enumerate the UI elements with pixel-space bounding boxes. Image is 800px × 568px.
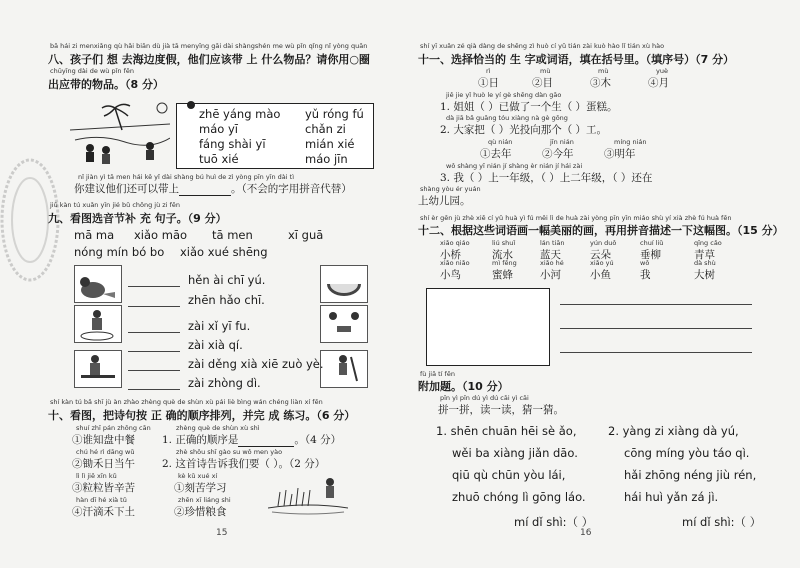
washing-clothes-picture — [74, 305, 122, 343]
riddle-line: hǎi zhōng néng jiù rén, — [624, 468, 757, 482]
q9-option: tā men — [212, 228, 253, 242]
q10-ex1-blank[interactable] — [238, 434, 294, 447]
q10-ex2-opt[interactable]: ①刻苦学习 — [174, 482, 227, 494]
q9-sentence: zài xià qí. — [188, 338, 243, 352]
q9-sentence: zài děng xià xiē zuò yè. — [188, 357, 324, 371]
page-number: 16 — [580, 528, 592, 538]
option-pinyin: míng nián — [614, 138, 647, 146]
answer-blank[interactable] — [128, 351, 180, 352]
word-item[interactable]: yǔ róng fú — [305, 107, 364, 121]
option-word[interactable]: ③明年 — [604, 148, 636, 160]
answer-blank[interactable] — [128, 389, 180, 390]
option-char[interactable]: ③木 — [590, 77, 611, 89]
q9-option: xiǎo xué shēng — [180, 245, 268, 259]
writing-line[interactable] — [560, 304, 752, 305]
option-pinyin: qù nián — [488, 138, 513, 146]
beach-children-illustration — [70, 100, 170, 170]
option-char[interactable]: ①日 — [478, 77, 499, 89]
word-item[interactable]: fáng shài yī — [199, 137, 266, 151]
chess-picture — [320, 305, 368, 343]
q12-word: 小鸟 — [440, 269, 461, 281]
option-pinyin: mù — [598, 67, 609, 75]
writing-line[interactable] — [560, 352, 752, 353]
q12-word-pinyin: wǒ — [640, 259, 650, 267]
q12-word-pinyin: xiǎo hé — [540, 259, 564, 267]
q12-word: 小河 — [540, 269, 561, 281]
q12-word: 大树 — [694, 269, 715, 281]
q11-s3b-pinyin: shàng yòu ér yuán — [420, 185, 481, 193]
riddle-line: wěi ba xiàng jiǎn dāo. — [452, 446, 578, 460]
sun-icon — [186, 100, 196, 110]
option-char[interactable]: ②目 — [532, 77, 553, 89]
q8-pinyin: bā hái zi menxiǎng qù hǎi biān dù jià tā menyīng gāi dài shàngshén me wù pǐn qǐng nǐ yòng quān — [50, 42, 368, 50]
answer-blank[interactable] — [128, 370, 180, 371]
q12-word-pinyin: xiǎo qiáo — [440, 239, 470, 247]
poem-line-pinyin: hàn dī hé xià tǔ — [76, 496, 127, 504]
q10-title: 十、看图，把诗句按 正 确的顺序排列，并完 成 练习。（6 分） — [48, 409, 356, 422]
q8-suggest-text: 你建议他们还可以带上 — [74, 183, 179, 195]
riddle-line: zhuō chóng lì gōng láo. — [452, 490, 586, 504]
q12-word-pinyin: qīng cǎo — [694, 239, 722, 247]
q12-word: 青草 — [694, 249, 715, 261]
word-item[interactable]: zhē yáng mào — [199, 107, 281, 121]
riddle-answer[interactable]: mí dǐ shì:（ ） — [514, 515, 594, 529]
q10-ex2-pinyin: zhè shǒu shī gào su wǒ men yào — [176, 448, 283, 456]
q11-pinyin: shí yī xuǎn zé qià dàng de shēng zì huò cí yǔ tián zài kuò hào lǐ tián xù hào — [420, 42, 665, 50]
answer-blank[interactable] — [128, 286, 180, 287]
poem-line: ③粒粒皆辛苦 — [72, 482, 135, 494]
farming-picture — [320, 350, 368, 388]
q11-s2-pinyin: dà jiā bǎ guāng tóu xiàng nà gè gōng — [446, 114, 568, 122]
q12-word: 小鱼 — [590, 269, 611, 281]
q12-pinyin: shí èr gēn jù zhè xiē cí yǔ huà yì fú měi lì de huà zài yòng pīn yīn miáo shù yí xià zhè fú huà fēn — [420, 214, 732, 222]
q11-s2: 2. 大家把（ ）光投向那个（ ）工。 — [440, 124, 608, 136]
q8-title-2: 出应带的物品。（8 分） — [48, 78, 164, 91]
q10-ex2: 2. 这首诗告诉我们要（ ）。（2 分） — [162, 458, 326, 470]
q8-pinyin-2: chūyīng dài de wù pǐn fēn — [50, 67, 134, 75]
q12-word: 小桥 — [440, 249, 461, 261]
poem-line: ②锄禾日当午 — [72, 458, 135, 470]
q12-word-pinyin: mì fēng — [492, 259, 517, 267]
poem-line-pinyin: chú hé rì dāng wǔ — [76, 448, 135, 456]
q9-option: xī guā — [288, 228, 324, 242]
q11-title: 十一、选择恰当的 生 字或词语，填在括号里。（填序号）（7 分） — [418, 53, 735, 66]
poem-line-pinyin: lì lì jiē xīn kǔ — [76, 472, 117, 480]
q10-pinyin: shí kàn tú bǎ shī jù àn zhào zhèng què de shùn xù pái liè bìng wán chéng liàn xí fēn — [50, 398, 323, 406]
word-item[interactable]: mián xié — [305, 137, 355, 151]
option-pinyin: yuè — [656, 67, 668, 75]
cat-fish-picture — [74, 265, 122, 303]
q9-title: 九、看图选音节补 充 句子。（9 分） — [48, 212, 227, 225]
q12-word: 流水 — [492, 249, 513, 261]
poem-line-pinyin: shuí zhī pán zhōng cān — [76, 424, 151, 432]
q8-suggest-blank[interactable] — [179, 183, 231, 196]
q9-pinyin: jiǔ kàn tú xuǎn yīn jié bǔ chōng jù zi fēn — [50, 201, 180, 209]
watermelon-picture — [320, 265, 368, 303]
q11-s3: 3. 我（ ）上一年级，（ ）上二年级，（ ）还在 — [440, 172, 653, 184]
option-word[interactable]: ②今年 — [542, 148, 574, 160]
q12-word: 云朵 — [590, 249, 611, 261]
q12-word-pinyin: xiǎo niǎo — [440, 259, 470, 267]
option-pinyin: mù — [540, 67, 551, 75]
answer-blank[interactable] — [128, 306, 180, 307]
word-item[interactable]: chǎn zi — [305, 122, 346, 136]
word-item[interactable]: máo jīn — [305, 152, 348, 166]
option-pinyin: jīn nián — [550, 138, 574, 146]
riddle-line: 2. yàng zi xiàng dà yú, — [608, 424, 739, 438]
homework-picture — [74, 350, 122, 388]
right-page — [400, 0, 800, 568]
writing-line[interactable] — [560, 328, 752, 329]
q10-ex1-score: 。（4 分） — [294, 434, 342, 446]
riddle-line: hái huì yǎn zá jì. — [624, 490, 719, 504]
q11-s3b: 上幼儿园。 — [418, 195, 471, 207]
q9-option: mā ma — [74, 228, 115, 242]
q11-s1-pinyin: jiě jie yǐ huò le yí gè shēng dàn gāo — [446, 91, 562, 99]
page-number: 15 — [216, 528, 228, 538]
drawing-area[interactable] — [426, 288, 550, 366]
q10-ex1-pinyin: zhèng què de shùn xù shì — [176, 424, 260, 432]
riddle-answer[interactable]: mí dǐ shì:（ ） — [682, 515, 762, 529]
q12-word-pinyin: chuí liǔ — [640, 239, 664, 247]
option-pinyin: rì — [486, 67, 491, 75]
answer-blank[interactable] — [128, 332, 180, 333]
bonus-title: 附加题。（10 分） — [418, 380, 509, 393]
riddle-line: 1. shēn chuān hēi sè ǎo, — [436, 424, 577, 438]
bonus-pinyin: fù jiā tí fēn — [420, 370, 455, 378]
word-item[interactable]: máo yī — [199, 122, 238, 136]
option-word[interactable]: ①去年 — [480, 148, 512, 160]
q11-s3-pinyin: wǒ shàng yī nián jí shàng èr nián jí hái zài — [446, 162, 583, 170]
q12-word-pinyin: yún duǒ — [590, 239, 617, 247]
bonus-sub: 拼一拼，读一读，猜一猜。 — [438, 404, 564, 416]
q12-word: 蜜蜂 — [492, 269, 513, 281]
riddle-line: cōng míng yòu táo qì. — [624, 446, 750, 460]
q12-word: 我 — [640, 269, 651, 281]
option-char[interactable]: ④月 — [648, 77, 669, 89]
q9-sentence: zài xǐ yī fu. — [188, 319, 251, 333]
q9-sentence: hěn ài chī yú. — [188, 273, 266, 287]
q9-option: nóng mín bó bo — [74, 245, 165, 259]
q12-word-pinyin: liú shuǐ — [492, 239, 516, 247]
poem-line: ④汗滴禾下土 — [72, 506, 135, 518]
q10-ex2-opt-pinyin: zhēn xī liáng shi — [178, 496, 231, 504]
q12-word: 蓝天 — [540, 249, 561, 261]
q8-suggest-note: 。（不会的字用拼音代替） — [231, 183, 352, 195]
q8-title: 八、孩子们 想 去海边度假，他们应该带 上 什么物品？请你用○圈 — [48, 53, 370, 66]
q12-word: 垂柳 — [640, 249, 661, 261]
q9-sentence: zhēn hǎo chī. — [188, 293, 265, 307]
farmer-field-illustration — [268, 472, 348, 516]
q10-ex2-opt[interactable]: ②珍惜粮食 — [174, 506, 227, 518]
q10-ex1 — [162, 432, 341, 447]
q12-word-pinyin: dà shù — [694, 259, 716, 267]
poem-line: ①谁知盘中餐 — [72, 434, 135, 446]
q9-option: xiǎo māo — [134, 228, 188, 242]
q10-ex2-opt-pinyin: kè kǔ xué xí — [178, 472, 218, 480]
q12-word-pinyin: xiǎo yú — [590, 259, 614, 267]
word-item[interactable]: tuō xié — [199, 152, 239, 166]
q9-sentence: zài zhòng dì. — [188, 376, 261, 390]
q8-word-box — [176, 103, 374, 169]
q12-word-pinyin: lán tiān — [540, 239, 565, 247]
bonus-sub-pinyin: pīn yì pīn dú yì dú cāi yì cāi — [440, 394, 529, 402]
q10-ex1-text: 1. 正确的顺序是 — [162, 434, 239, 446]
q12-title: 十二、根据这些词语画一幅美丽的画，再用拼音描述一下这幅图。（15 分） — [418, 224, 784, 237]
q11-s1: 1. 姐姐（ ）已做了一个生（ ）蛋糕。 — [440, 101, 618, 113]
q8-pinyin-3: nǐ jiàn yì tā men hái kě yǐ dài shàng bú huì de zì yòng pīn yīn dài tì — [78, 173, 295, 181]
riddle-line: qiū qù chūn yòu lái, — [452, 468, 566, 482]
q8-suggest-line — [74, 181, 352, 196]
